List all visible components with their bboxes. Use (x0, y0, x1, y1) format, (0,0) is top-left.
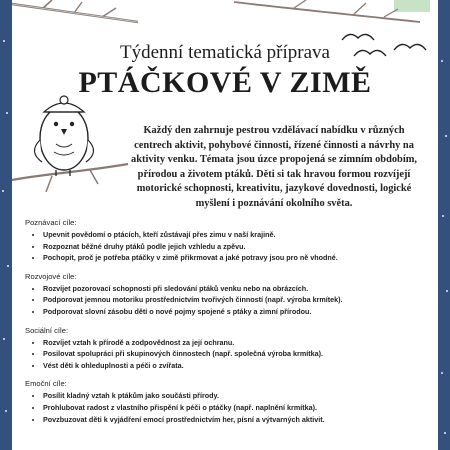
list-item: • Posílit kladný vztah k ptákům jako součásti přírody. (43, 390, 430, 402)
list-item: • Pochopit, proč je potřeba ptáčky v zimě přikrmovat a jaké potravy jsou pro ně vhodné. (43, 252, 430, 264)
section-emotional-goals (25, 379, 430, 425)
list-item: • Upevnit povědomí o ptácích, kteří zůstávají přes zimu v naší krajině. (43, 229, 430, 241)
intro-paragraph: Každý den zahrnuje pestrou vzdělávací nabídku v různých centrech aktivit, pohybové činnosti, řízené činnosti a návrhy na aktivity venku. Témata jsou úzce propojená se zimním obdobím, přírodou a životem ptáků. Děti si tak hravou formou rozvíjejí motorické schopnosti, kreativitu, jazykové dovednosti, logické myšlení i poznávání okolního světa. (131, 125, 417, 209)
branch-illustration (12, 0, 142, 30)
list-item: • Povzbuzovat děti k vyjádření emocí prostřednictvím her, písní a výtvarných aktivit. (43, 414, 430, 426)
goal-sections (25, 218, 430, 433)
page-title: PTÁČKOVÉ V ZIMĚ (78, 66, 372, 99)
section-cognitive-goals (25, 218, 430, 264)
page-subtitle: Týdenní tematická příprava (120, 42, 330, 63)
section-heading: Sociální cíle: (25, 325, 69, 335)
list-item: • Rozvíjet pozorovací schopnosti při sledování ptáků venku nebo na obrázcích. (43, 283, 430, 295)
section-developmental-goals (25, 272, 430, 318)
list-item: • Podporovat jemnou motoriku prostřednictvím tvořivých činností (např. výroba krmítek). (43, 294, 430, 306)
list-item: • Rozvíjet vztah k přírodě a zodpovědnost za její ochranu. (43, 337, 430, 349)
list-item: • Rozpoznat běžné druhy ptáků podle jejich vzhledu a zpěvu. (43, 241, 430, 253)
section-heading: Emoční cíle: (25, 379, 67, 389)
list-item: • Prohlubovat radost z vlastního přispění k péči o ptáčky (např. naplnění krmítka). (43, 402, 430, 414)
branch-illustration (234, 0, 424, 26)
goal-list (25, 229, 430, 264)
section-social-goals (25, 326, 430, 372)
list-item: • Vést děti k ohleduplnosti a péči o zvířata. (43, 360, 430, 372)
goal-list (25, 390, 430, 425)
list-item: • Podporovat slovní zásobu dětí o nové pojmy spojené s ptáky a zimní přírodou. (43, 306, 430, 318)
goal-list (25, 337, 430, 372)
document-page (12, 0, 438, 450)
section-heading: Poznávací cíle: (25, 218, 77, 227)
goal-list (25, 283, 430, 318)
bird-illustration (12, 92, 130, 204)
section-heading: Rozvojové cíle: (25, 271, 77, 281)
list-item: • Posilovat spolupráci při skupinových činnostech (např. společná výroba krmítka). (43, 348, 430, 360)
